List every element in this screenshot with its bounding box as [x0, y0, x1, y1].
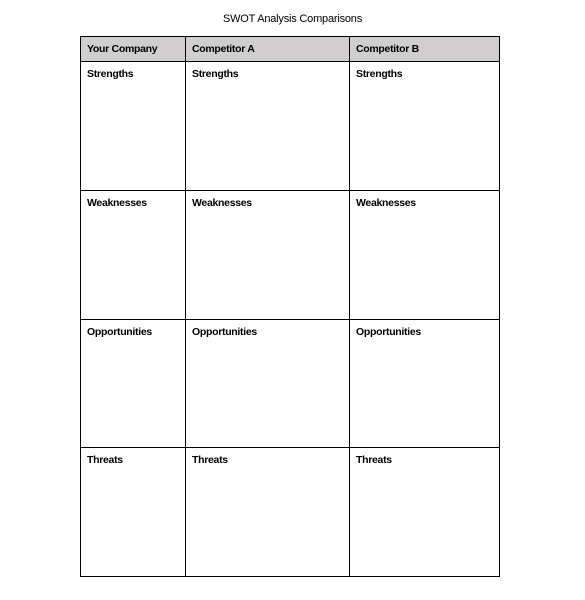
cell-competitor-a-opportunities[interactable]: Opportunities [186, 319, 350, 448]
page-title: SWOT Analysis Comparisons [222, 13, 363, 25]
cell-competitor-b-weaknesses[interactable]: Weaknesses [350, 190, 500, 319]
column-header-competitor-a: Competitor A [186, 37, 350, 62]
cell-competitor-b-threats[interactable]: Threats [350, 448, 500, 577]
cell-competitor-a-threats[interactable]: Threats [186, 448, 350, 577]
cell-competitor-a-strengths[interactable]: Strengths [186, 62, 350, 191]
table-row-weaknesses [81, 190, 500, 319]
cell-competitor-a-weaknesses[interactable]: Weaknesses [186, 190, 350, 319]
cell-your-company-strengths[interactable]: Strengths [81, 62, 186, 191]
cell-competitor-b-strengths[interactable]: Strengths [350, 62, 500, 191]
cell-your-company-threats[interactable]: Threats [81, 448, 186, 577]
table-header-row [81, 37, 500, 62]
table-row-threats [81, 448, 500, 577]
table-row-opportunities [81, 319, 500, 448]
column-header-your-company: Your Company [81, 37, 186, 62]
cell-competitor-b-opportunities[interactable]: Opportunities [350, 319, 500, 448]
column-header-competitor-b: Competitor B [350, 37, 500, 62]
cell-your-company-weaknesses[interactable]: Weaknesses [81, 190, 186, 319]
swot-comparison-table [80, 36, 500, 577]
table-row-strengths [81, 62, 500, 191]
cell-your-company-opportunities[interactable]: Opportunities [81, 319, 186, 448]
